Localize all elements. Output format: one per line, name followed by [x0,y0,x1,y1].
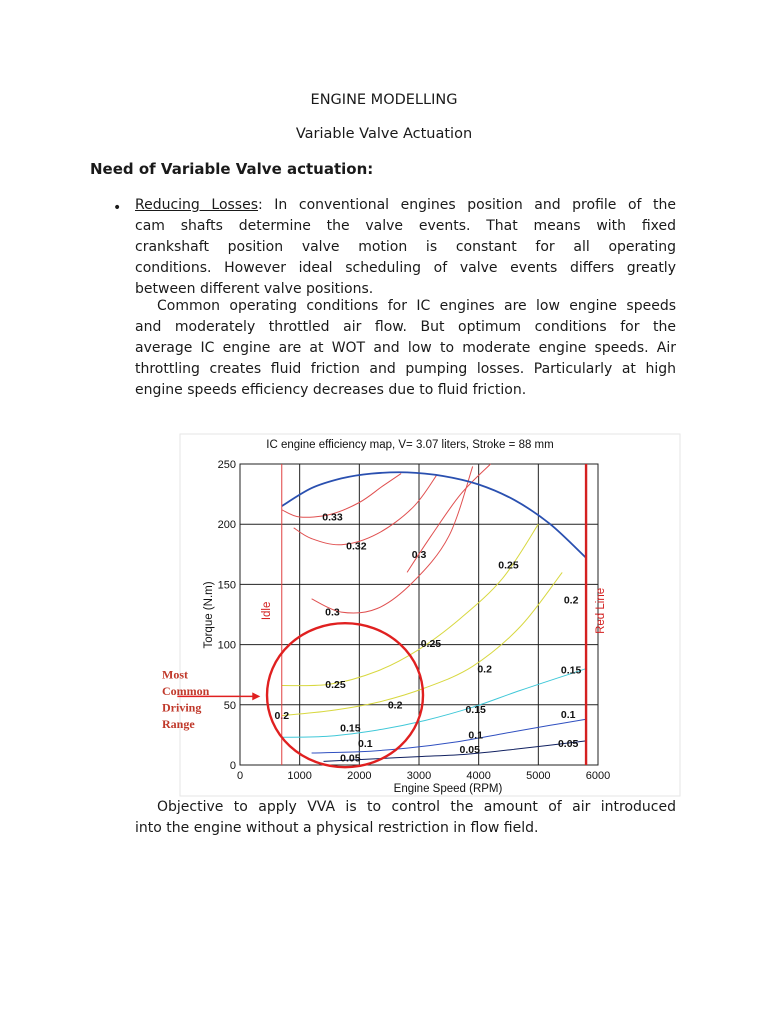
paragraph-line: Common operating conditions for IC engines are low engine speeds [157,298,676,314]
contour-label: 0.33 [322,511,343,524]
paragraph-line: conditions. However ideal scheduling of valve events differs greatly [135,260,676,276]
x-tick-label: 0 [236,770,244,782]
contour-label: 0.15 [340,722,361,735]
page-title: ENGINE MODELLING [310,92,458,108]
paragraph-reducing-losses [135,195,676,300]
x-tick-label: 5000 [526,770,551,782]
x-tick-label: 6000 [585,770,611,782]
driving-range-label: Range [162,716,195,731]
contour-label: 0.05 [557,737,579,750]
contour-label: 0.1 [468,729,483,742]
y-tick-label: 250 [217,459,236,471]
contour-label: 0.15 [465,704,486,717]
x-tick-label: 1000 [287,770,312,782]
contour-label: 0.2 [274,710,290,723]
efficiency-map-chart [150,430,690,800]
x-axis-label: Engine Speed (RPM) [393,783,503,795]
contour-label: 0.25 [325,678,346,691]
paragraph-line: cam shafts determine the valve events. That means with fixed [135,218,676,234]
paragraph-line: and moderately throttled air flow. But optimum conditions for the [135,319,676,335]
section-heading: Need of Variable Valve actuation: [90,160,374,178]
page-subtitle: Variable Valve Actuation [295,126,473,142]
paragraph-line: into the engine without a physical restriction in flow field. [135,820,539,836]
chart-title: IC engine efficiency map, V= 3.07 liters, Stroke = 88 mm [266,439,554,451]
x-tick-label: 4000 [466,770,491,782]
contour-label: 0.05 [459,743,480,756]
contour-label: 0.3 [411,548,427,561]
y-tick-label: 0 [229,760,236,772]
contour-label: 0.2 [477,663,492,676]
contour-label: 0.2 [387,699,403,712]
contour-label: 0.3 [325,606,340,619]
idle-label: Idle [260,601,273,621]
y-tick-label: 100 [217,639,236,652]
contour-label: 0.1 [357,737,373,750]
driving-range-label: Most [162,667,188,682]
paragraph-line: between different valve positions. [135,281,374,297]
contour-label: 0.1 [560,709,576,722]
paragraph-line: engine speeds efficiency decreases due to fluid friction. [135,382,527,398]
contour-label: 0.25 [498,559,519,572]
x-tick-label: 3000 [406,770,432,782]
driving-range-label: Common [162,683,210,698]
driving-range-label: Driving [162,700,202,715]
x-tick-label: 2000 [347,770,372,782]
contour-label: 0.05 [340,752,361,765]
paragraph-line: Objective to apply VVA is to control the amount of air introduced [157,799,676,815]
contour-label: 0.15 [560,664,582,677]
red-line-label: Red Line [595,587,608,634]
paragraph-objective [135,797,676,839]
y-axis-label: Torque (N.m) [203,581,215,649]
paragraph-line: throttling creates fluid friction and pumping losses. Particularly at high [135,361,676,377]
y-tick-label: 200 [217,519,236,532]
reducing-losses-term: Reducing Losses [135,197,259,213]
paragraph-line: average IC engine are at WOT and low to moderate engine speeds. Air [135,340,676,356]
contour-label: 0.32 [346,540,367,553]
paragraph-line: Reducing Losses: In conventional engines position and profile of the [135,197,677,213]
paragraph-line: crankshaft position valve motion is constant for all operating [135,239,676,255]
contour-label: 0.25 [420,638,442,651]
y-tick-label: 150 [217,579,236,592]
contour-label: 0.2 [563,594,579,607]
paragraph-operating-conditions [135,296,676,401]
y-tick-label: 50 [223,699,236,712]
bullet-point: • [113,200,122,216]
